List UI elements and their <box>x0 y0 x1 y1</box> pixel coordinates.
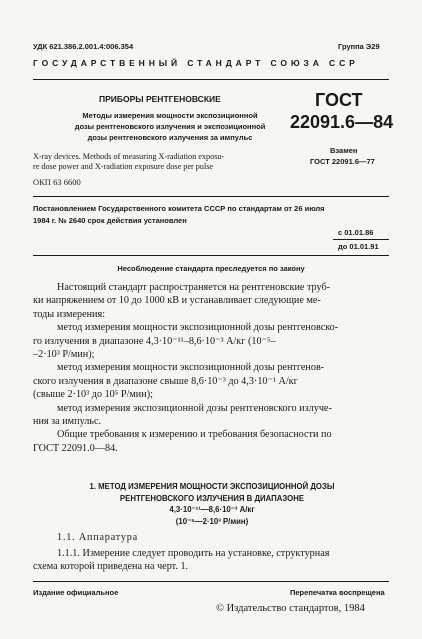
section-heading-line: (10⁻⁵—2·10³ Р/мин) <box>175 516 249 526</box>
subtitle-line: Методы измерения мощности экспозиционной <box>82 111 258 120</box>
replaces-gost: ГОСТ 22091.6—77 <box>310 157 375 166</box>
footer-rule <box>33 581 389 582</box>
title-rule <box>33 196 389 197</box>
validity-rule <box>333 239 389 240</box>
decree-text <box>33 203 325 227</box>
validity-to: до 01.01.91 <box>338 242 379 251</box>
edition-note: Издание официальное <box>33 588 119 597</box>
paragraph-1-1-1 <box>33 547 391 574</box>
okp-code: ОКП 63 6600 <box>33 177 81 187</box>
banner-rule <box>33 79 389 80</box>
udk-code: УДК 621.386.2.001.4:006.354 <box>33 42 134 51</box>
decree-line: Постановлением Государственного комитета СССР по стандартам от 26 июля <box>33 204 325 213</box>
body-line: –2·10³ Р/мин); <box>33 349 95 361</box>
body-line: метод измерения экспозиционной дозы рентгеновского излуче- <box>57 402 332 414</box>
legal-warning: Несоблюдение стандарта преследуется по закону <box>117 264 305 273</box>
body-line: ского излучения в диапазоне свыше 8,6·10⁻³ до 4,3·10⁻¹ А/кг <box>33 375 298 387</box>
body-line: схема которой приведена на черт. 1. <box>33 561 189 573</box>
body-line: тоды измерения: <box>33 308 106 320</box>
decree-rule <box>33 255 389 256</box>
replaces-label: Взамен <box>330 146 358 155</box>
body-line: метод измерения мощности экспозиционной дозы рентгенов- <box>57 362 325 374</box>
body-line: го излучения в диапазоне 4,3·10⁻¹¹–8,6·10⁻³ А/кг (10⁻⁵– <box>33 335 276 347</box>
validity-from: с 01.01.86 <box>338 228 374 237</box>
decree-line: 1984 г. № 2640 срок действия установлен <box>33 216 187 225</box>
section-1-heading <box>33 481 391 527</box>
copyright: © Издательство стандартов, 1984 <box>216 603 365 614</box>
device-title: ПРИБОРЫ РЕНТГЕНОВСКИЕ <box>99 94 221 104</box>
section-heading-line: 4,3·10⁻¹¹—8,6·10⁻³ А/кг <box>169 505 255 514</box>
group-code: Группа Э29 <box>338 42 380 51</box>
body-line: Настоящий стандарт распространяется на рентгеновские труб- <box>57 282 331 293</box>
gost-label: ГОСТ <box>315 90 363 110</box>
method-subtitle <box>60 110 280 143</box>
subtitle-line: дозы рентгеновского излучения за импульс <box>87 133 253 142</box>
body-line: ния за импульс. <box>33 416 102 428</box>
section-heading-line: РЕНТГЕНОВСКОГО ИЗЛУЧЕНИЯ В ДИАПАЗОНЕ <box>119 493 305 503</box>
english-line: X-ray devices. Methods of measuring X-radiation exposu- <box>33 152 225 161</box>
body-line: Общие требования к измерению и требования безопасности по <box>57 429 332 441</box>
english-title <box>33 152 224 172</box>
reprint-note: Перепечатка воспрещена <box>290 588 385 597</box>
standard-banner: ГОСУДАРСТВЕННЫЙ СТАНДАРТ СОЮЗА ССР <box>33 58 359 68</box>
gost-number: 22091.6—84 <box>290 112 394 132</box>
body-line: (свыше 2·10³ до 10⁵ Р/мин); <box>33 389 153 401</box>
body-line: метод измерения мощности экспозиционной дозы рентгеновско- <box>57 322 339 334</box>
english-line: re dose power and X-radiation exposure dose per pulse <box>33 162 214 171</box>
body-line: ки напряжением от 10 до 1000 кВ и устанавливает следующие ме- <box>33 295 321 307</box>
body-line: 1.1.1. Измерение следует проводить на установке, структурная <box>57 548 330 559</box>
subsection-1-1: 1.1. Аппаратура <box>57 532 138 543</box>
intro-paragraph <box>33 281 391 455</box>
subtitle-line: дозы рентгеновского излучения и экспозиционной <box>74 122 266 131</box>
body-line: ГОСТ 22091.0—84. <box>33 442 118 454</box>
section-heading-line: 1. МЕТОД ИЗМЕРЕНИЯ МОЩНОСТИ ЭКСПОЗИЦИОННОЙ ДОЗЫ <box>89 482 335 491</box>
